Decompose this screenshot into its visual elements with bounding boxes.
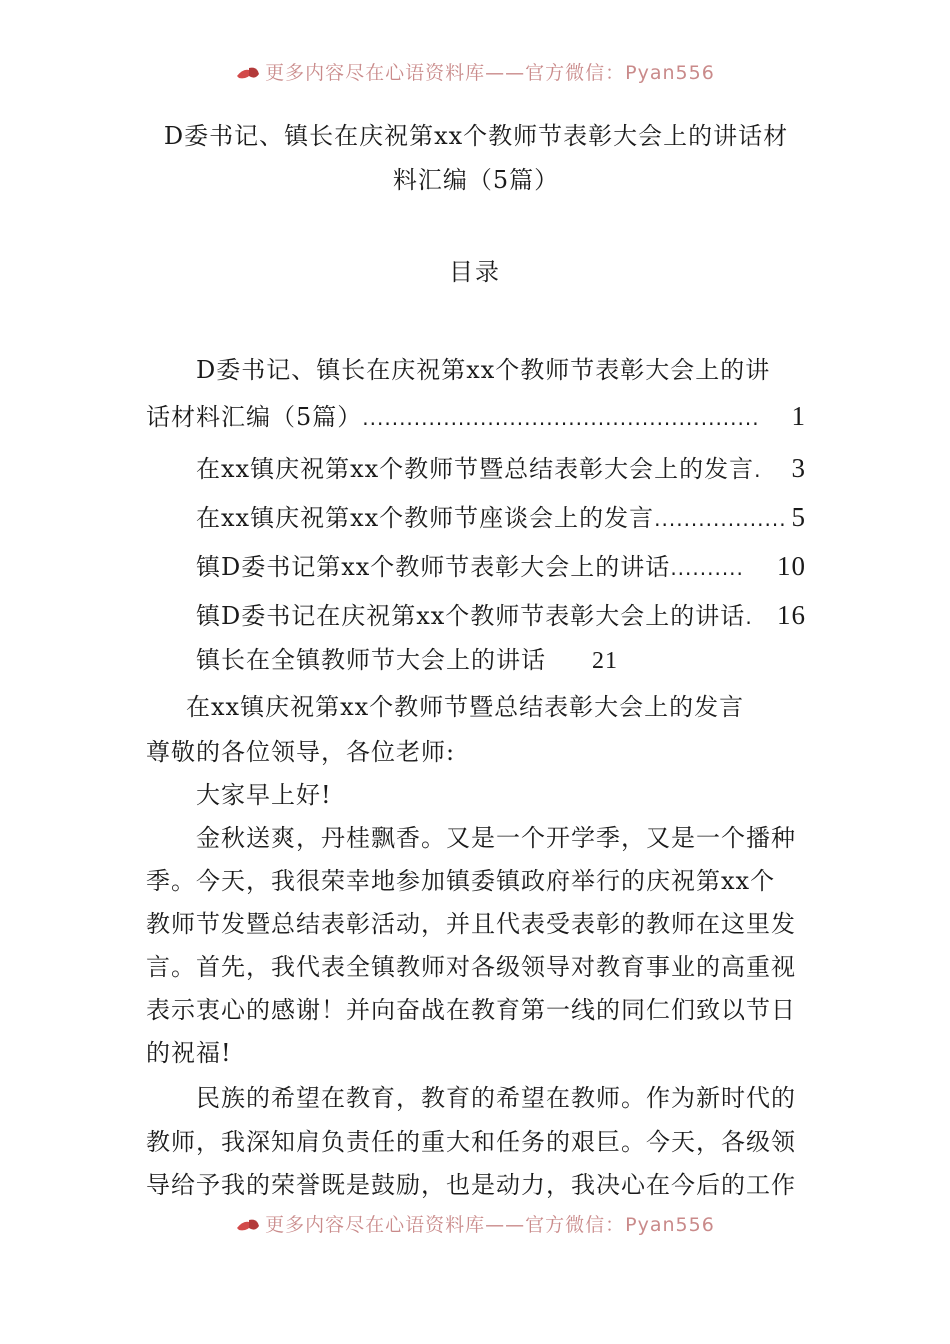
toc-entry-text: 镇D委书记在庆祝第xx个教师节表彰大会上的讲话 — [196, 602, 746, 630]
watermark-text: 更多内容尽在心语资料库——官方微信：Pyan556 — [265, 1214, 715, 1236]
toc-entry-text: 话材料汇编（5篇） — [146, 403, 363, 431]
toc-entry-3[interactable] — [196, 498, 806, 533]
toc-entry-1-line-2[interactable] — [146, 397, 806, 432]
toc-entry-2[interactable] — [196, 449, 806, 484]
toc-entry-text: 在xx镇庆祝第xx个教师节座谈会上的发言 — [196, 504, 655, 532]
toc-page-number: 10 — [777, 551, 806, 581]
paragraph-2-line: 导给予我的荣誉既是鼓励，也是动力，我决心在今后的工作 — [146, 1171, 796, 1199]
brand-logo-icon — [235, 64, 261, 82]
paragraph-1-line: 言。首先，我代表全镇教师对各级领导对教育事业的高重视 — [146, 953, 796, 981]
toc-leader-dots: ...................................................... — [362, 406, 760, 430]
toc-leader-dots: .......... — [670, 556, 744, 580]
toc-entry-1-line-1[interactable]: D委书记、镇长在庆祝第xx个教师节表彰大会上的讲 — [196, 356, 771, 384]
document-title-line-1: D委书记、镇长在庆祝第xx个教师节表彰大会上的讲话材 — [163, 122, 789, 150]
toc-page-number: 16 — [777, 600, 806, 630]
paragraph-1-line: 金秋送爽，丹桂飘香。又是一个开学季，又是一个播种 — [196, 824, 796, 852]
toc-entry-text: 镇长在全镇教师节大会上的讲话 — [196, 646, 546, 674]
toc-entry-text: 镇D委书记第xx个教师节表彰大会上的讲话 — [196, 553, 671, 581]
toc-entry-4[interactable] — [196, 547, 806, 582]
paragraph-2-line: 教师，我深知肩负责任的重大和任务的艰巨。今天，各级领 — [146, 1128, 796, 1156]
toc-leader-dots: . — [745, 605, 753, 629]
toc-entry-5[interactable] — [196, 596, 806, 631]
paragraph-1-line: 表示衷心的感谢！并向奋战在教育第一线的同仁们致以节日 — [146, 996, 796, 1024]
paragraph-1-line: 的祝福! — [146, 1039, 232, 1067]
greeting: 大家早上好! — [196, 781, 332, 809]
document-title-line-2: 料汇编（5篇） — [392, 166, 560, 194]
toc-leader-dots: .................. — [654, 507, 787, 531]
brand-logo-icon — [235, 1216, 261, 1234]
toc-page-number: 21 — [592, 648, 618, 674]
toc-leader-dots: . — [754, 458, 762, 482]
section-title: 在xx镇庆祝第xx个教师节暨总结表彰大会上的发言 — [186, 693, 745, 721]
toc-entry-text: 在xx镇庆祝第xx个教师节暨总结表彰大会上的发言 — [196, 455, 755, 483]
toc-heading: 目录 — [449, 258, 501, 286]
toc-entry-6[interactable] — [196, 640, 806, 675]
toc-page-number: 5 — [791, 502, 806, 532]
watermark-top — [0, 58, 950, 85]
paragraph-2-line: 民族的希望在教育，教育的希望在教师。作为新时代的 — [196, 1084, 796, 1112]
toc-page-number: 3 — [791, 453, 806, 483]
toc-page-number: 1 — [791, 401, 806, 431]
watermark-bottom — [0, 1210, 950, 1237]
paragraph-1-line: 教师节发暨总结表彰活动，并且代表受表彰的教师在这里发 — [146, 910, 796, 938]
paragraph-1-line: 季。今天，我很荣幸地参加镇委镇政府举行的庆祝第xx个 — [146, 867, 776, 895]
watermark-text: 更多内容尽在心语资料库——官方微信：Pyan556 — [265, 62, 715, 84]
salutation: 尊敬的各位领导，各位老师: — [146, 738, 456, 766]
